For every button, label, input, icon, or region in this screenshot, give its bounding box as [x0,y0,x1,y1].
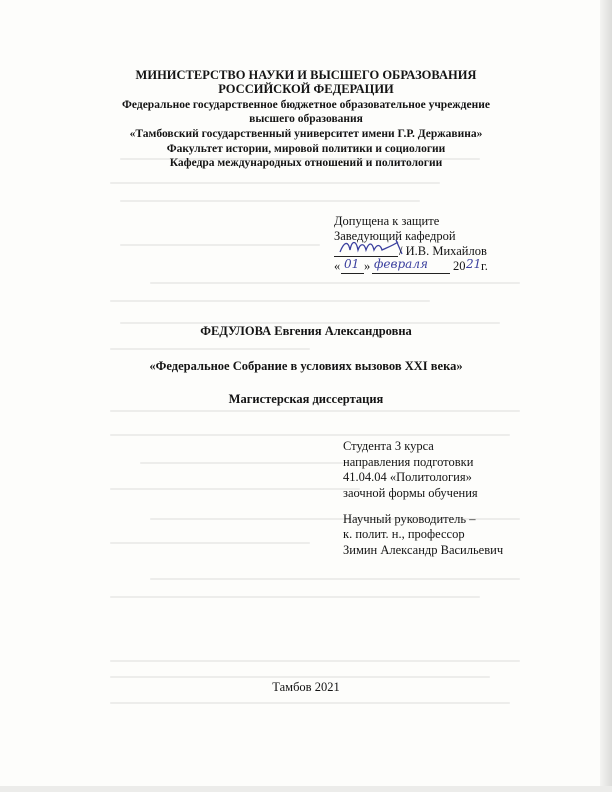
ministry-line-1: МИНИСТЕРСТВО НАУКИ И ВЫСШЕГО ОБРАЗОВАНИЯ [135,68,477,82]
supervisor-degree: к. полит. н., профессор [343,527,465,541]
institution-type-line-1: Федеральное государственное бюджетное образовательное учреждение [122,99,490,111]
date-close-quote: » [364,259,371,273]
signature-image [336,236,408,258]
admitted-to-defense: Допущена к защите [334,214,440,228]
student-direction: направления подготовки [343,455,474,469]
date-day-handwritten: 01 [344,257,360,271]
date-year-handwritten: 21 [466,257,482,271]
author-name: ФЕДУЛОВА Евгения Александровна [200,324,412,338]
signer-name: / И.В. Михайлов [399,244,487,258]
department-name: Кафедра международных отношений и политологии [169,157,443,169]
page-bottom-edge [0,786,612,792]
date-open-quote: « [334,259,341,273]
work-type: Магистерская диссертация [228,392,384,406]
date-year-unit: г. [481,259,488,273]
supervisor-label: Научный руководитель – [343,512,476,526]
university-name: «Тамбовский государственный университет имени Г.Р. Державина» [129,128,483,140]
supervisor-name: Зимин Александр Васильевич [343,543,504,557]
city-year: Тамбов 2021 [272,680,340,694]
student-study-form: заочной формы обучения [343,486,478,500]
page-edge-shadow [600,0,612,792]
student-program: 41.04.04 «Политология» [343,470,472,484]
date-year-prefix: 20 [453,259,466,273]
date-month-handwritten: февраля [374,257,428,271]
ministry-line-2: РОССИЙСКОЙ ФЕДЕРАЦИИ [218,82,394,96]
institution-type-line-2: высшего образования [249,113,363,125]
thesis-title: «Федеральное Собрание в условиях вызовов XXI века» [149,359,463,373]
head-of-department-label: Заведующий кафедрой [334,229,456,243]
student-year: Студента 3 курса [343,439,434,453]
date-month-line [372,273,450,274]
faculty-name: Факультет истории, мировой политики и социологии [166,143,446,155]
date-day-line [341,273,364,274]
